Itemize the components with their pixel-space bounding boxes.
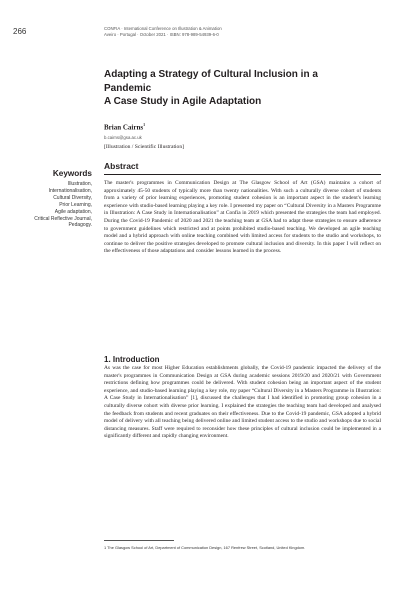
abstract-text: The master's programmes in Communication Design at The Glasgow School of Art (GSA) maintains a cohort of approximately 45-50 students of typically more than twenty nationalities. With such a culturally diverse cohort of students from a variety of prior learning experiences, promoting student cohesion is an important aspect in the student's learning experience with studio-based learning playing a key role. I presented my paper on “Cultural Diversity in a Masters Programme in Illustration: A Case Study in Internationalisation” at Confia in 2019 which presented the strategies the team had employed. During the Covid-19 Pandemic of 2020 and 2021 the teaching team at GSA had to adapt these strategies to ensure adherence to government guidelines which restricted and at points prohibited studio-based teaching. We developed an agile teaching model and a hybrid approach with online teaching combined with limited access for students to the studio and workshops, to continue to deliver the positive strategies developed to promote cultural inclusion and diversity. In this paper I will reflect on the effectiveness of those adaptations and consider lessons learned in the process. <box>104 180 381 255</box>
author-name-text: Brian Cairns <box>104 123 144 132</box>
author-email[interactable]: b.cairns@gsa.ac.uk <box>104 135 142 140</box>
abstract-heading: Abstract <box>104 161 139 171</box>
introduction-heading: 1. Introduction <box>104 355 160 364</box>
author-note-marker: 1 <box>143 122 146 127</box>
footnote-divider <box>104 540 174 541</box>
footnote: 1 The Glasgow School of Art, Department of Communication Design, 167 Renfrew Street, Scotland, United Kingdom. <box>104 545 306 550</box>
keyword-item: Prior Learning, <box>59 201 92 208</box>
paper-category: [Illustration / Scientific Illustration] <box>104 144 185 150</box>
journal-line-1: CONFIA · International Conference on Illustration & Animation <box>104 26 222 31</box>
keyword-item: Cultural Diversity, <box>53 194 92 201</box>
keyword-item: Agile adaptation, <box>54 208 92 215</box>
introduction-text: As was the case for most Higher Education establishments globally, the Covid-19 pandemic impacted the delivery of the master's programmes in Communication Design at GSA during academic sessions 2019/20 and 2020/21 with Government restrictions defining how programmes could be delivered. With student cohesion being an important aspect of the student experience, and studio-based learning playing a key role, my paper “Cultural Diversity in a Masters Programme in Illustration: A Case Study in Internationalisation” [1], discussed the challenges that I had identified in promoting group cohesion in a culturally diverse cohort with diverse prior learning. I explained the strategies the teaching team had developed and analysed the feedback from students and recent graduates on their effectiveness. Due to the Covid-19 pandemic, GSA adopted a hybrid model of delivery with all teaching being delivered online and limited student access to the studio and workshops due to social distancing measures. Staff were required to reconsider how these principles of cultural inclusion could be implemented in a significantly different and rapidly changing environment. <box>104 365 381 440</box>
page-number: 266 <box>13 27 27 36</box>
keyword-item: Internationalisation, <box>48 187 92 194</box>
keyword-item: Critical Reflective Journal, <box>34 215 92 222</box>
keywords-list <box>0 181 92 229</box>
abstract-divider <box>104 174 381 175</box>
author-name <box>104 122 354 131</box>
keywords-heading: Keywords <box>52 169 92 178</box>
keyword-item: Pedagogy. <box>68 222 92 229</box>
journal-line-2: Aveiro · Portugal · October 2021 · ISBN: 978-989-54939-6-0 <box>104 31 219 37</box>
keyword-item: Illustration, <box>67 181 92 187</box>
title-line-2: A Case Study in Agile Adaptation <box>104 96 262 107</box>
journal-header <box>104 26 364 37</box>
paper-title <box>104 68 354 109</box>
title-line-1: Adapting a Strategy of Cultural Inclusion in a Pandemic <box>104 69 318 94</box>
